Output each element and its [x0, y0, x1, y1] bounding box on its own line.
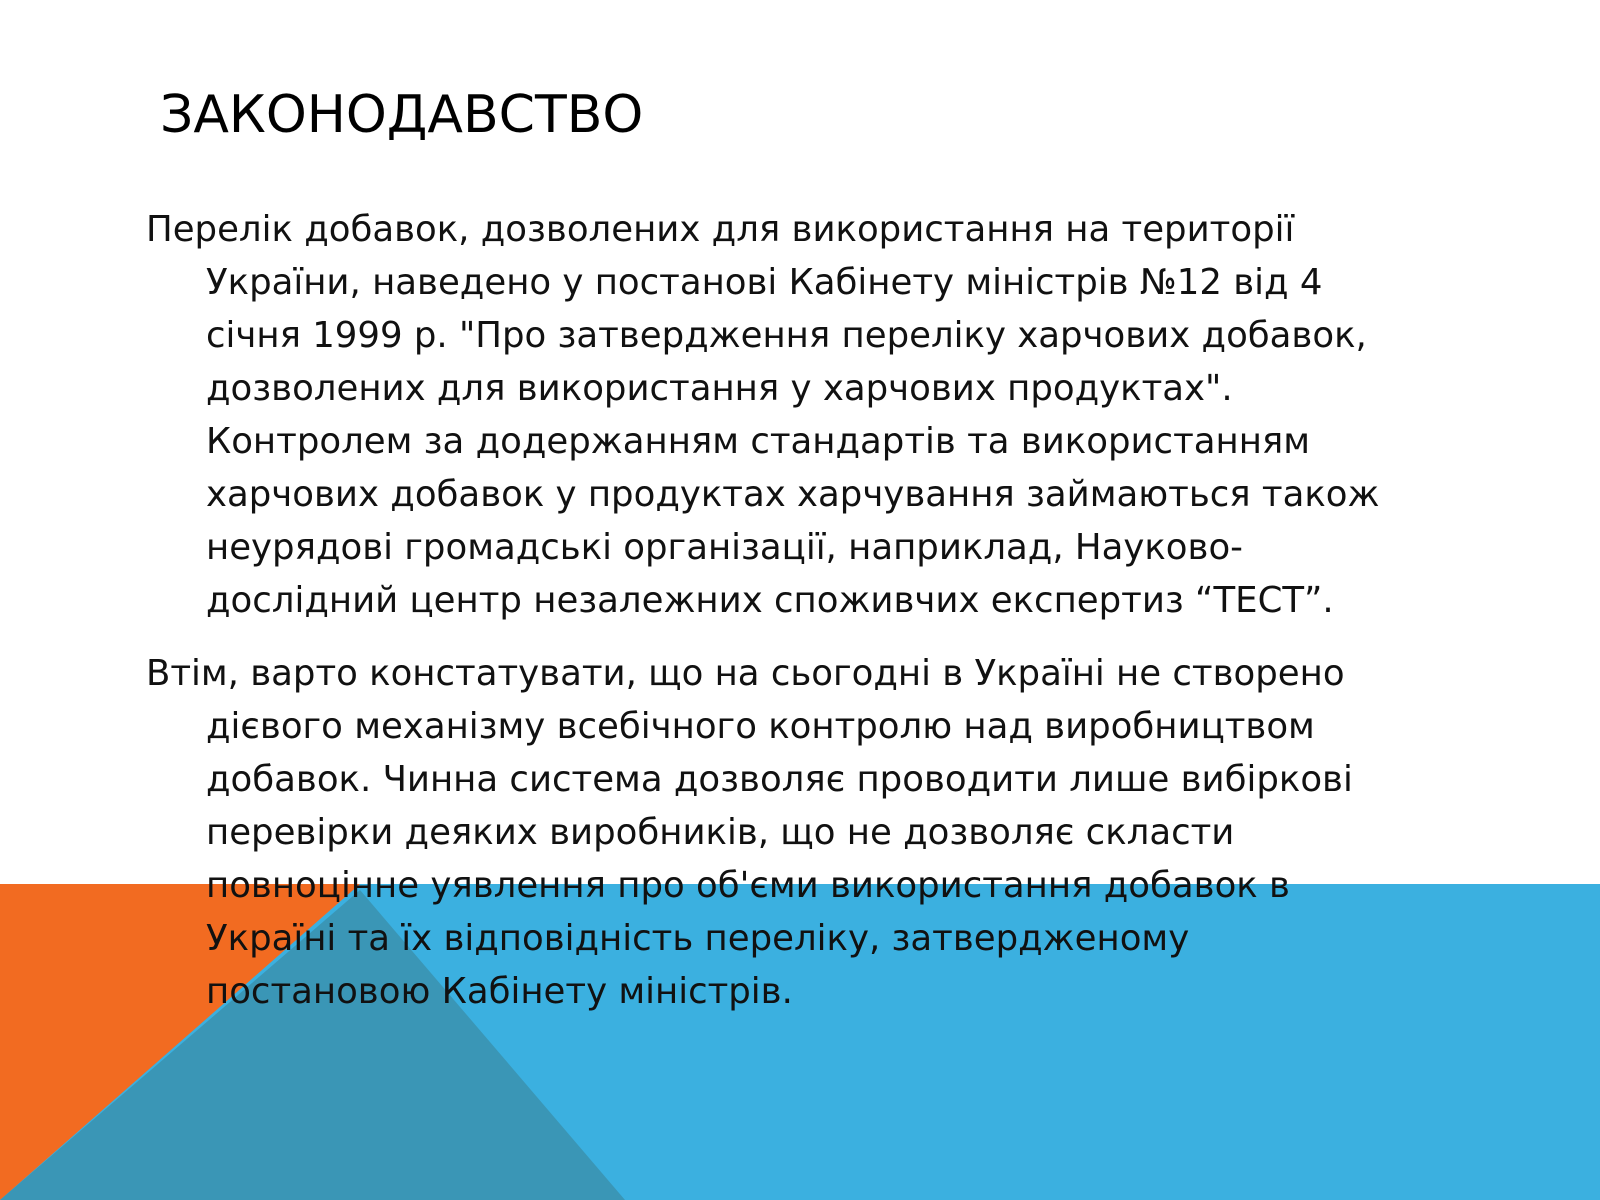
paragraph-legislation-list: Перелік добавок, дозволених для використання на території України, наведено у постанові Кабінету міністрів №12 від 4 січня 1999 р. "Про затвердження переліку харчових добавок, дозволених для використання у харчових продуктах". Контролем за додержанням стандартів та використанням харчових добавок у продуктах харчування займаються також неурядові громадські організації, наприклад, Науково-дослідний центр незалежних споживчих експертиз “ТЕСТ”.	[146, 209, 1380, 621]
slide-title: ЗАКОНОДАВСТВО	[160, 85, 644, 145]
slide-body	[146, 203, 1406, 1038]
paragraph-control-mechanism: Втім, варто констатувати, що на сьогодні в Україні не створено дієвого механізму всебічного контролю над виробництвом добавок. Чинна система дозволяє проводити лише вибіркові перевірки деяких виробників, що не дозволяє скласти повноцінне уявлення про об'єми використання добавок в Україні та їх відповідність переліку, затвердженому постановою Кабінету міністрів.	[146, 653, 1353, 1012]
